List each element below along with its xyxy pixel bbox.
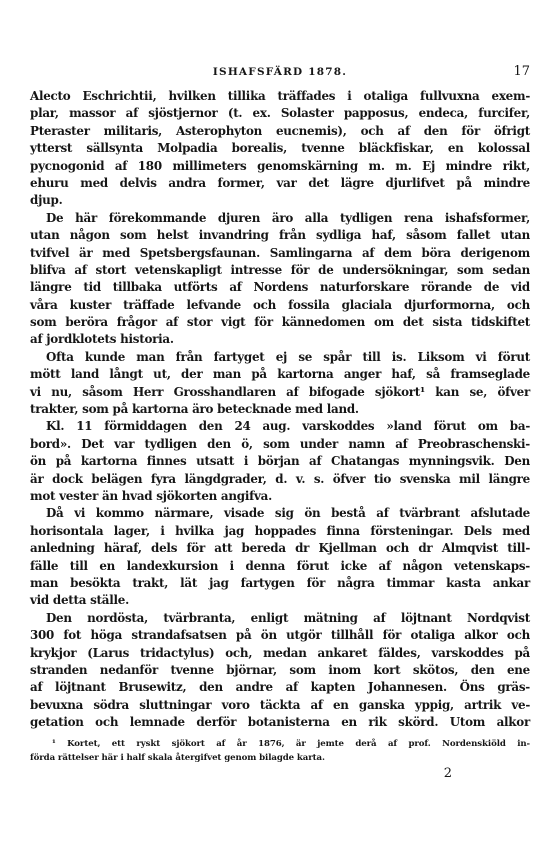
text-line: pycnogonid af 180 millimeters genomskärning m. m. Ej mindre rikt, <box>30 158 530 173</box>
text-line: horisontala lager, i hvilka jag hoppades finna försteningar. Dels med <box>30 523 530 538</box>
footnotes <box>30 737 530 765</box>
text-line: fälle till en landexkursion i denna förut icke af någon vetenskaps- <box>30 558 530 573</box>
text-line: bord». Det var tydligen den ö, som under namn af Preobraschenski- <box>30 436 530 451</box>
text-line: af löjtnant Brusewitz, den andre af kapten Johannesen. Öns gräs- <box>30 680 530 695</box>
printer-signature-mark: 2 <box>443 766 452 781</box>
text-line: djup. <box>30 193 63 208</box>
text-line: trakter, som på kartorna äro betecknade med land. <box>30 402 359 417</box>
text-line: anledning häraf, dels för att bereda dr Kjellman och dr Almqvist till- <box>30 541 530 556</box>
text-line: Ofta kunde man från fartyget ej se spår till is. Liksom vi förut <box>46 349 530 364</box>
text-line: våra kuster träffade lefvande och fossila glaciala djurformorna, och <box>30 297 530 312</box>
body-text <box>30 88 530 731</box>
text-line: getation och lemnade derför botanisterna en rik skörd. Utom alkor <box>30 715 530 730</box>
text-line: som beröra frågor af stor vigt för kännedomen om det sista tidskiftet <box>30 315 530 330</box>
text-line: vi nu, såsom Herr Grosshandlaren af bifogade sjökort¹ kan se, öfver <box>30 384 530 399</box>
text-line: längre tid tillbaka utförts af Nordens naturforskare rörande de vid <box>30 280 530 295</box>
text-line: Kl. 11 förmiddagen den 24 aug. varskoddes »land förut om ba- <box>46 419 530 434</box>
text-line: Alecto Eschrichtii, hvilken tillika träffades i otaliga fullvuxna exem- <box>30 89 530 103</box>
text-line: man besökta trakt, lät jag fartygen för några timmar kasta ankar <box>30 575 530 590</box>
footnote-line: förda rättelser här i half skala återgifvet genom bilagde karta. <box>30 753 325 763</box>
text-line: Den nordösta, tvärbranta, enligt mätning af löjtnant Nordqvist <box>46 610 530 625</box>
text-line: ön på kartorna finnes utsatt i början af Chatangas mynningsvik. Den <box>30 454 530 469</box>
text-line: Då vi kommo närmare, visade sig ön bestå af tvärbrant afslutade <box>46 506 530 521</box>
text-line: blifva af stort vetenskapligt intresse för de undersökningar, som sedan <box>30 262 530 277</box>
text-line: Pteraster militaris, Asterophyton eucnemis), och af den för öfrigt <box>30 123 530 138</box>
text-line: 300 fot höga strandafsatsen på ön utgör tillhåll för otaliga alkor och <box>30 628 530 643</box>
page-header <box>30 66 530 84</box>
text-line: bevuxna södra sluttningar voro täckta af en ganska yppig, artrik ve- <box>30 697 530 712</box>
running-head: ISHAFSFÄRD 1878. <box>212 66 348 78</box>
text-line: af jordklotets historia. <box>30 332 174 347</box>
text-line: stranden nedanför tvenne björnar, som inom kort skötos, den ene <box>30 662 530 677</box>
text-line: är dock belägen fyra längdgrader, d. v. s. öfver tio svenska mil längre <box>30 471 530 486</box>
text-line: mött land långt ut, der man på kartorna anger haf, så framseglade <box>30 367 530 382</box>
text-line: utan någon som helst invandring från sydliga haf, såsom fallet utan <box>30 228 530 243</box>
text-line: tvifvel är med Spetsbergsfaunan. Samlingarna af dem böra derigenom <box>30 245 530 260</box>
footnote-line: ¹ Kortet, ett ryskt sjökort af år 1876, är jemte derå af prof. Nordenskiöld in- <box>52 739 530 749</box>
text-line: plar, massor af sjöstjernor (t. ex. Solaster papposus, endeca, furcifer, <box>30 106 530 121</box>
text-line: krykjor (Larus tridactylus) och, medan ankaret fäldes, varskoddes på <box>30 645 530 660</box>
page-number: 17 <box>513 64 530 79</box>
text-line: vid detta ställe. <box>30 593 129 608</box>
text-line: ehuru med delvis andra former, var det lägre djurlifvet på mindre <box>30 175 530 190</box>
text-line: mot vester än hvad sjökorten angifva. <box>30 488 272 503</box>
text-line: ytterst sällsynta Molpadia borealis, tvenne bläckfiskar, en kolossal <box>30 141 530 156</box>
text-line: De här förekommande djuren äro alla tydligen rena ishafsformer, <box>46 210 530 225</box>
